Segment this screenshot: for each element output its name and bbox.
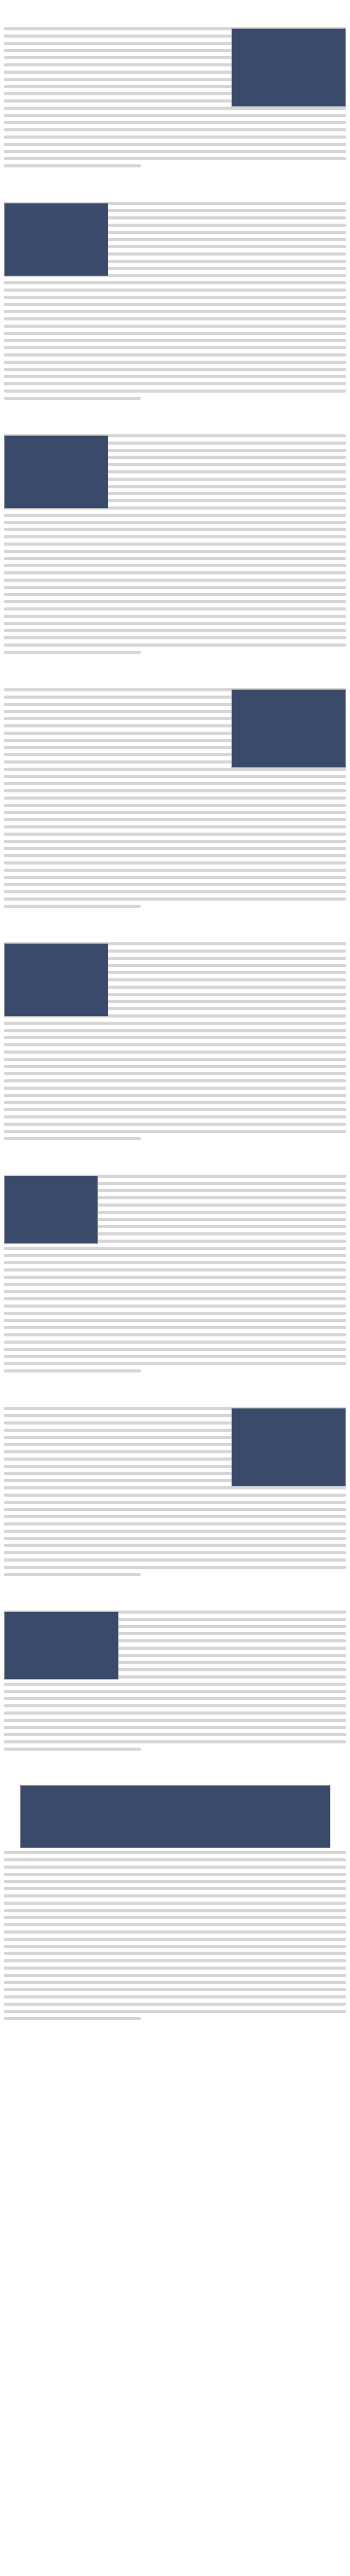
section-subtitle bbox=[4, 192, 346, 199]
section-title bbox=[4, 668, 346, 677]
section-photo bbox=[4, 435, 108, 509]
section-photo bbox=[4, 203, 108, 276]
section-photo bbox=[231, 28, 346, 107]
section-subtitle bbox=[4, 1775, 346, 1782]
section-subtitle bbox=[4, 1601, 346, 1607]
section-photo bbox=[4, 943, 108, 1016]
article-section bbox=[4, 4, 346, 172]
article-section bbox=[4, 1587, 346, 1755]
article-section bbox=[4, 179, 346, 404]
section-subtitle bbox=[4, 933, 346, 939]
section-subtitle bbox=[4, 425, 346, 431]
article-section bbox=[4, 919, 346, 1144]
section-subtitle bbox=[4, 679, 346, 685]
section-photo bbox=[4, 1176, 98, 1244]
section-subtitle bbox=[4, 1397, 346, 1404]
article-section bbox=[4, 665, 346, 912]
section-title bbox=[4, 1590, 346, 1600]
article-section bbox=[4, 1151, 346, 1377]
article-section bbox=[4, 1762, 346, 2024]
section-title bbox=[4, 1387, 346, 1396]
section-photo bbox=[20, 1785, 330, 1848]
article-section bbox=[4, 411, 346, 658]
section-body bbox=[4, 1851, 346, 2020]
section-photo bbox=[231, 689, 346, 768]
section-subtitle bbox=[4, 18, 346, 24]
section-title bbox=[4, 414, 346, 423]
section-title bbox=[4, 1155, 346, 1164]
section-title bbox=[4, 1765, 346, 1774]
section-photo bbox=[231, 1408, 346, 1486]
section-title bbox=[4, 7, 346, 16]
section-subtitle bbox=[4, 1165, 346, 1172]
section-photo bbox=[4, 1612, 119, 1680]
section-title bbox=[4, 182, 346, 191]
section-title bbox=[4, 922, 346, 931]
article-section bbox=[4, 1384, 346, 1580]
